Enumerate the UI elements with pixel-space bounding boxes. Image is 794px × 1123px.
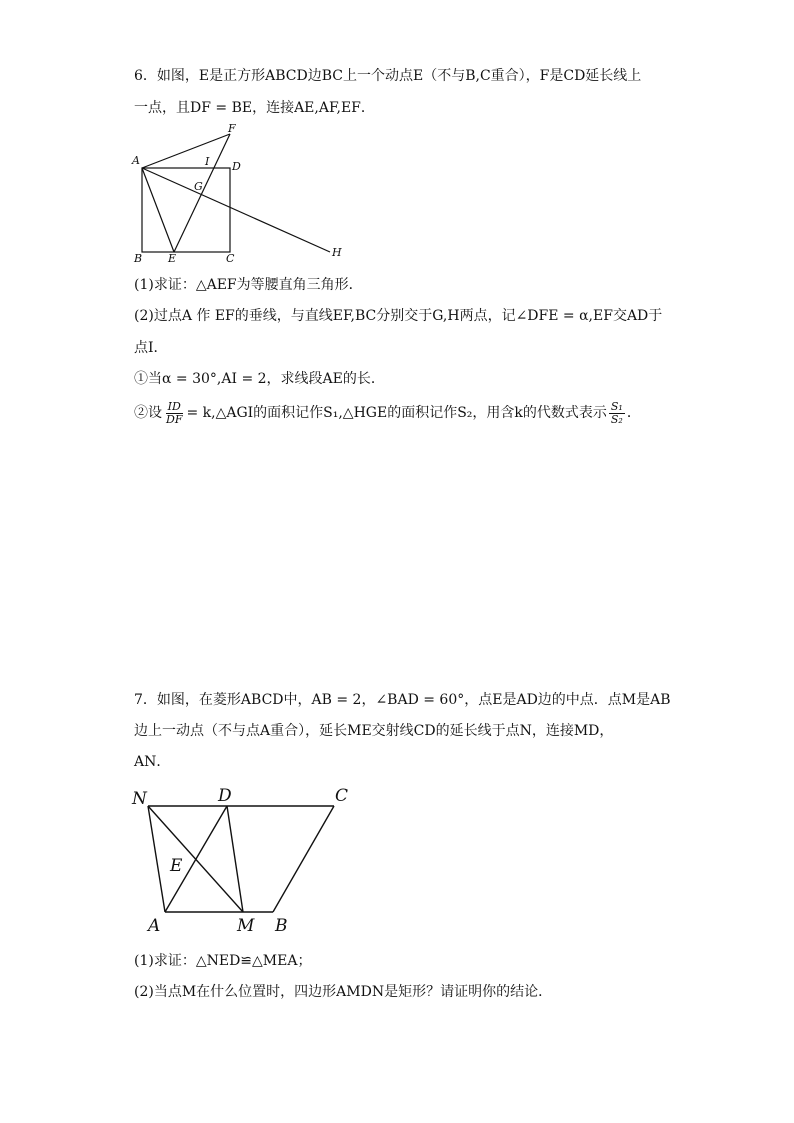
q6-stem-line1: 6．如图，E是正方形ABCD边BC上一个动点E（不与B,C重合），F是CD延长线上 <box>134 68 642 84</box>
q7-part1: (1)求证：△NED≌△MEA； <box>134 953 312 969</box>
q6-sub1: ①当α = 30°,AI = 2，求线段AE的长． <box>134 371 385 387</box>
q7-label-M: M <box>237 916 255 936</box>
q6-sub2-prefix: ②设 <box>134 405 162 421</box>
q6-label-I: I <box>205 155 210 168</box>
q6-stem-line2: 一点，且DF = BE，连接AE,AF,EF． <box>134 100 375 116</box>
q6-label-B: B <box>134 252 143 265</box>
q6-sub2-middle: = k,△AGI的面积记作S₁,△HGE的面积记作S₂，用含k的代数式表示 <box>186 405 607 421</box>
q6-sub2-fraction-id-df <box>164 401 184 426</box>
q6-sub2-fraction-s1-s2 <box>609 401 625 426</box>
q7-diagram <box>128 786 368 936</box>
q6-part2-line2: 点I． <box>134 340 168 356</box>
q7-label-E: E <box>170 856 183 876</box>
q6-sub2-frac2-num: S₁ <box>610 399 623 413</box>
q6-sub2-end: ． <box>626 405 641 421</box>
q6-part2-line1: (2)过点A 作 EF的垂线，与直线EF,BC分别交于G,H两点，记∠DFE = α,EF交AD于 <box>134 308 663 324</box>
q7-label-B: B <box>275 916 288 936</box>
q6-label-A: A <box>132 154 140 167</box>
q6-part1: (1)求证：△AEF为等腰直角三角形． <box>134 277 363 293</box>
q6-sub2-frac-den: DF <box>166 412 183 426</box>
q7-stem-line1: 7．如图，在菱形ABCD中，AB = 2，∠BAD = 60°，点E是AD边的中点．点M是AB <box>134 692 671 708</box>
q6-label-H: H <box>332 246 342 259</box>
q7-label-A: A <box>148 916 161 936</box>
q6-diagram <box>130 124 350 264</box>
q6-sub2-frac2-den: S₂ <box>610 412 623 426</box>
q7-label-C: C <box>335 786 349 806</box>
q7-stem-line2: 边上一动点（不与点A重合），延长ME交射线CD的延长线于点N，连接MD， <box>134 723 614 739</box>
q7-stem-line3: AN． <box>134 754 171 770</box>
q7-label-D: D <box>218 786 232 806</box>
q6-label-G: G <box>194 180 203 193</box>
q6-sub2 <box>134 400 641 426</box>
q6-sub2-frac-num: ID <box>167 399 181 413</box>
q7-part2: (2)当点M在什么位置时，四边形AMDN是矩形？请证明你的结论． <box>134 984 553 1000</box>
q6-label-E: E <box>168 252 177 265</box>
q6-label-D: D <box>232 160 241 173</box>
q6-label-C: C <box>226 252 235 265</box>
q7-label-N: N <box>132 789 147 809</box>
q6-label-F: F <box>228 122 236 135</box>
